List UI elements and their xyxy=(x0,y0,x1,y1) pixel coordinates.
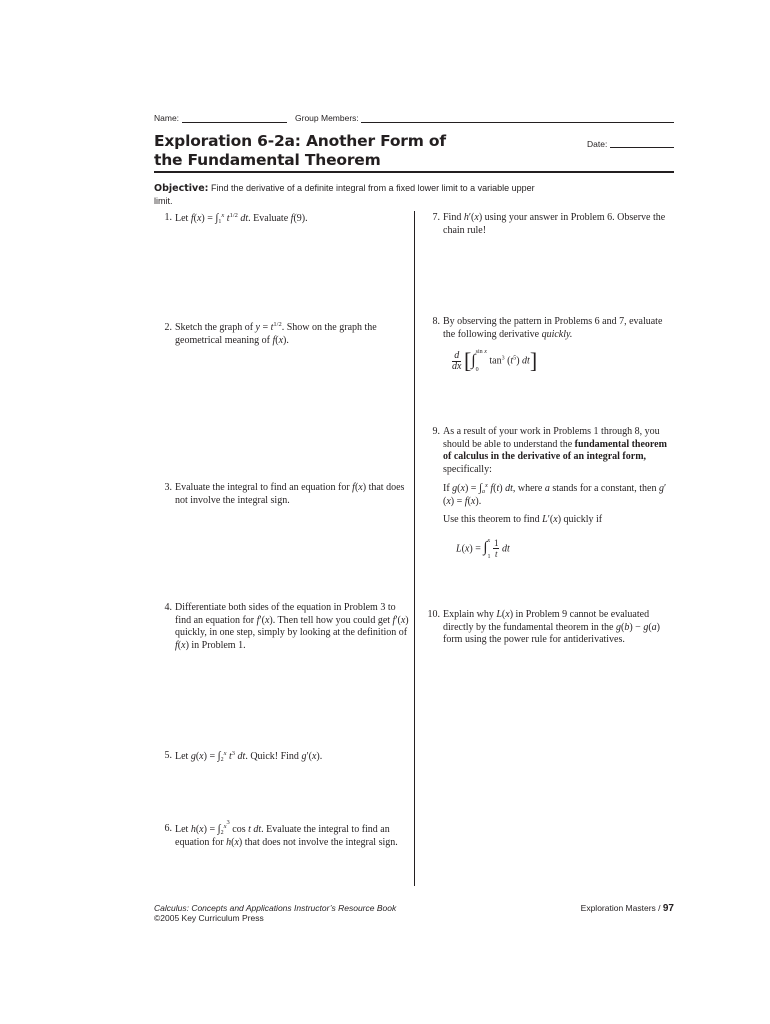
objective-label: Objective: xyxy=(154,183,209,194)
problem-4 xyxy=(154,602,409,652)
problem-number: 7. xyxy=(432,212,440,223)
problem-number: 3. xyxy=(164,482,172,493)
page-title xyxy=(154,132,446,170)
problem-7 xyxy=(422,212,677,237)
objective-text: Find the derivative of a definite integral from a fixed lower limit to a variable upper limit. xyxy=(154,183,535,206)
problem-text: Differentiate both sides of the equation in Problem 3 to find an equation for f′(x). Then tell how you could get f′(x) quickly, in one step, simply by looking at the definition of f(x) in Problem 1. xyxy=(175,602,409,651)
date-field[interactable] xyxy=(610,147,674,148)
theorem-statement: If $g(x) = \int_a^x$ f(t) dt, where a stands for a constant, then g′(x) = f(x). xyxy=(443,482,667,507)
problem-text: Sketch the graph of $y = t^{1/2}$. Show on the graph the geometrical meaning of f(x). xyxy=(175,321,377,346)
problem-2 xyxy=(154,322,409,347)
objective xyxy=(154,182,554,207)
problem-text: Let $f(x) = \int_1^x$ $t^{1/2}$ dt. Evaluate f(9). xyxy=(175,212,308,225)
problem-number: 8. xyxy=(432,316,440,327)
problem-text: Let $h(x) = \int_2^{x^3}$ cos t dt. Evaluate the integral to find an equation for h(x) that does not involve the integral sign. xyxy=(175,819,398,848)
problem-number: 4. xyxy=(164,602,172,613)
problem-text: Evaluate the integral to find an equation for f(x) that does not involve the integral sign. xyxy=(175,482,405,506)
derivative-expression: $\frac{d}{dx}$ [∫ sin x 0 $\tan^3 (t^5)$ dt] xyxy=(452,348,538,373)
problem-text: Find h′(x) using your answer in Problem 6. Observe the chain rule! xyxy=(443,212,666,236)
problem-number: 2. xyxy=(164,322,172,333)
ln-definition: L(x) = ∫ x 1 $\frac{1}{t}$ dt xyxy=(456,537,510,560)
date-label: Date: xyxy=(587,139,608,149)
problem-text: Let $g(x) = \int_2^x$ $t^3$ dt. Quick! Find g′(x). xyxy=(175,750,323,763)
group-members-field[interactable] xyxy=(361,122,674,123)
column-divider xyxy=(414,211,415,886)
problem-5 xyxy=(154,750,409,764)
problem-1 xyxy=(154,212,409,226)
problem-8 xyxy=(422,316,677,341)
problem-number: 9. xyxy=(432,426,440,437)
title-line-1: Exploration 6-2a: Another Form of xyxy=(154,132,446,150)
title-line-2: the Fundamental Theorem xyxy=(154,151,381,169)
problem-3 xyxy=(154,482,409,507)
problem-6 xyxy=(154,819,409,849)
name-field[interactable] xyxy=(182,122,287,123)
problem-text: By observing the pattern in Problems 6 and 7, evaluate the following derivative quickly. xyxy=(443,316,663,340)
title-rule xyxy=(154,171,674,173)
problem-number: 6. xyxy=(164,823,172,834)
footer-right xyxy=(581,903,674,914)
group-members-label: Group Members: xyxy=(295,113,359,123)
book-title: Calculus: Concepts and Applications Instructor’s Resource Book xyxy=(154,903,397,913)
problem-instruction: Use this theorem to find L′(x) quickly if xyxy=(443,514,603,525)
footer-left xyxy=(154,903,396,923)
problem-number: 1. xyxy=(164,212,172,223)
copyright: ©2005 Key Curriculum Press xyxy=(154,913,264,923)
page-number: 97 xyxy=(662,903,674,914)
problem-number: 5. xyxy=(164,750,172,761)
problem-number: 10. xyxy=(427,609,440,620)
name-label: Name: xyxy=(154,113,180,123)
problem-text: As a result of your work in Problems 1 through 8, you should be able to understand the fundamental theorem of calculus in the derivative of an integral form, specifically: xyxy=(443,426,667,475)
problem-10 xyxy=(422,609,677,647)
section-label: Exploration Masters / xyxy=(580,903,661,913)
problem-9 xyxy=(422,426,677,565)
problem-text: Explain why L(x) in Problem 9 cannot be evaluated directly by the fundamental theorem in the g(b) − g(a) form using the power rule for antiderivatives. xyxy=(443,609,661,645)
